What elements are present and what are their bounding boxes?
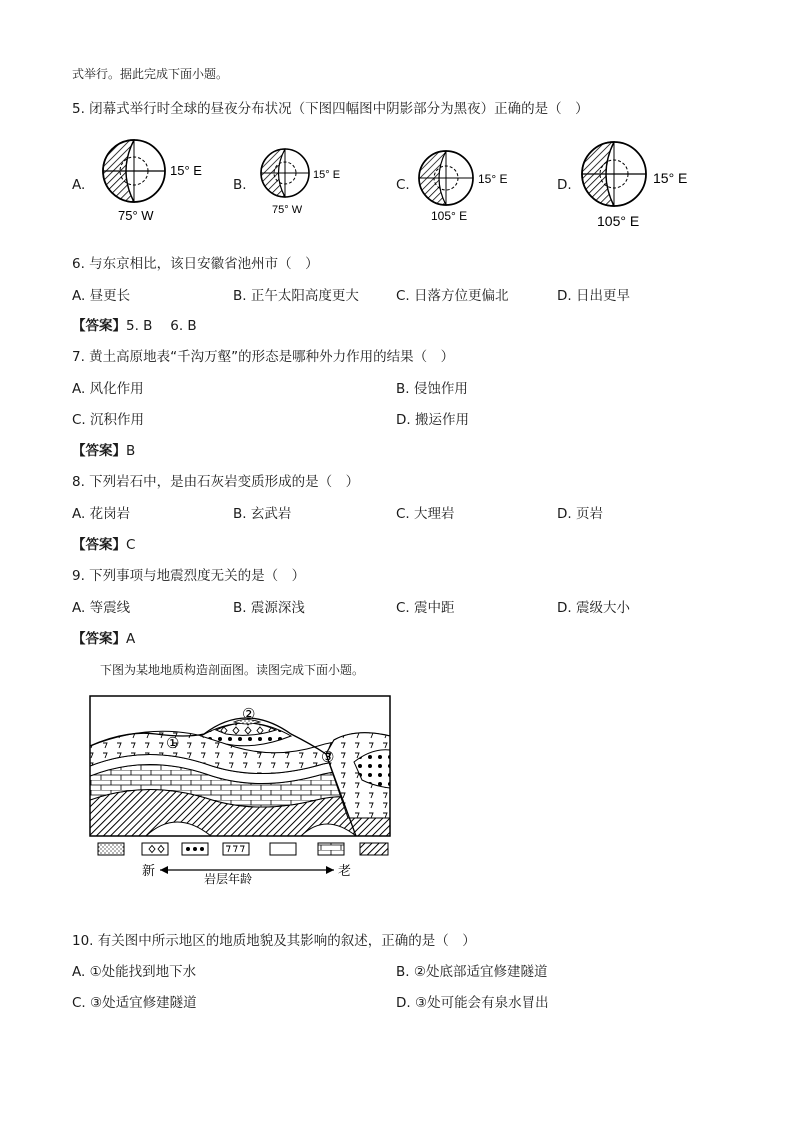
q9-stem: 9. 下列事项与地震烈度无关的是（ ） xyxy=(72,568,306,584)
geology-intro: 下图为某地地质构造剖面图。读图完成下面小题。 xyxy=(100,663,365,677)
q8-option-a[interactable]: A. 花岗岩 xyxy=(72,506,131,522)
legend xyxy=(98,843,388,855)
q7-option-a[interactable]: A. 风化作用 xyxy=(72,381,144,397)
q5-c-bottom-label: 105° E xyxy=(431,209,468,223)
answer-label: 【答案】 xyxy=(72,537,126,553)
answer-7 xyxy=(72,442,135,460)
geologic-cross-section xyxy=(86,690,398,885)
q6-option-a[interactable]: A. 昼更长 xyxy=(72,288,131,304)
q6-option-d[interactable]: D. 日出更早 xyxy=(557,288,630,304)
marker-3: ③ xyxy=(321,749,335,766)
q5-option-b-diagram xyxy=(255,146,365,221)
q6-stem: 6. 与东京相比，该日安徽省池州市（ ） xyxy=(72,256,319,272)
marker-1: ① xyxy=(166,735,180,752)
q7-option-c[interactable]: C. 沉积作用 xyxy=(72,412,145,428)
q8-option-d[interactable]: D. 页岩 xyxy=(557,506,603,522)
q9-option-c[interactable]: C. 震中距 xyxy=(396,600,455,616)
q5-option-d-letter[interactable]: D. xyxy=(557,177,572,193)
answer-label: 【答案】 xyxy=(72,318,126,334)
q5-c-top-label: 15° E xyxy=(478,172,508,186)
answer-9 xyxy=(72,630,135,648)
age-old-label: 老 xyxy=(338,863,352,878)
q7-option-b[interactable]: B. 侵蚀作用 xyxy=(396,381,468,397)
q6-option-b[interactable]: B. 正午太阳高度更大 xyxy=(233,288,359,304)
q5-option-c-letter[interactable]: C. xyxy=(396,177,410,193)
age-new-label: 新 xyxy=(142,863,156,878)
q5-b-top-label: 15° E xyxy=(313,169,341,181)
age-axis-label: 岩层年龄 xyxy=(204,872,253,885)
q10-option-b[interactable]: B. ②处底部适宜修建隧道 xyxy=(396,964,548,980)
q5-option-b-letter[interactable]: B. xyxy=(233,177,247,193)
q9-option-d[interactable]: D. 震级大小 xyxy=(557,600,630,616)
q5-a-bottom-label: 75° W xyxy=(118,208,154,223)
q5-option-a-letter[interactable]: A. xyxy=(72,177,86,193)
q10-option-c[interactable]: C. ③处适宜修建隧道 xyxy=(72,995,197,1011)
q10-stem: 10. 有关图中所示地区的地质地貌及其影响的叙述，正确的是（ ） xyxy=(72,933,476,949)
marker-2: ② xyxy=(242,706,256,723)
intro-text: 式举行。据此完成下面小题。 xyxy=(72,67,229,81)
answer-8 xyxy=(72,536,135,554)
answer-value: A xyxy=(126,631,136,647)
q10-option-a[interactable]: A. ①处能找到地下水 xyxy=(72,964,197,980)
q5-stem: 5. 闭幕式举行时全球的昼夜分布状况（下图四幅图中阴影部分为黑夜）正确的是（ ） xyxy=(72,101,589,117)
q9-option-a[interactable]: A. 等震线 xyxy=(72,600,131,616)
q9-option-b[interactable]: B. 震源深浅 xyxy=(233,600,305,616)
q5-d-bottom-label: 105° E xyxy=(597,213,640,229)
q5-b-bottom-label: 75° W xyxy=(272,204,303,216)
q5-a-top-label: 15° E xyxy=(170,163,202,178)
q5-option-d-diagram xyxy=(578,140,708,232)
q7-option-d[interactable]: D. 搬运作用 xyxy=(396,412,469,428)
answer-value: 5. B 6. B xyxy=(126,318,197,334)
q8-stem: 8. 下列岩石中，是由石灰岩变质形成的是（ ） xyxy=(72,474,360,490)
answer-label: 【答案】 xyxy=(72,443,126,459)
q6-option-c[interactable]: C. 日落方位更偏北 xyxy=(396,288,509,304)
q8-option-c[interactable]: C. 大理岩 xyxy=(396,506,455,522)
q7-stem: 7. 黄土高原地表“千沟万壑”的形态是哪种外力作用的结果（ ） xyxy=(72,349,455,365)
q5-option-c-diagram xyxy=(414,148,534,228)
answer-value: B xyxy=(126,443,136,459)
q5-option-a-diagram xyxy=(96,138,226,228)
q5-d-top-label: 15° E xyxy=(653,170,688,186)
answer-label: 【答案】 xyxy=(72,631,126,647)
answer-5-6 xyxy=(72,317,197,335)
q10-option-d[interactable]: D. ③处可能会有泉水冒出 xyxy=(396,995,549,1011)
answer-value: C xyxy=(126,537,136,553)
q8-option-b[interactable]: B. 玄武岩 xyxy=(233,506,292,522)
